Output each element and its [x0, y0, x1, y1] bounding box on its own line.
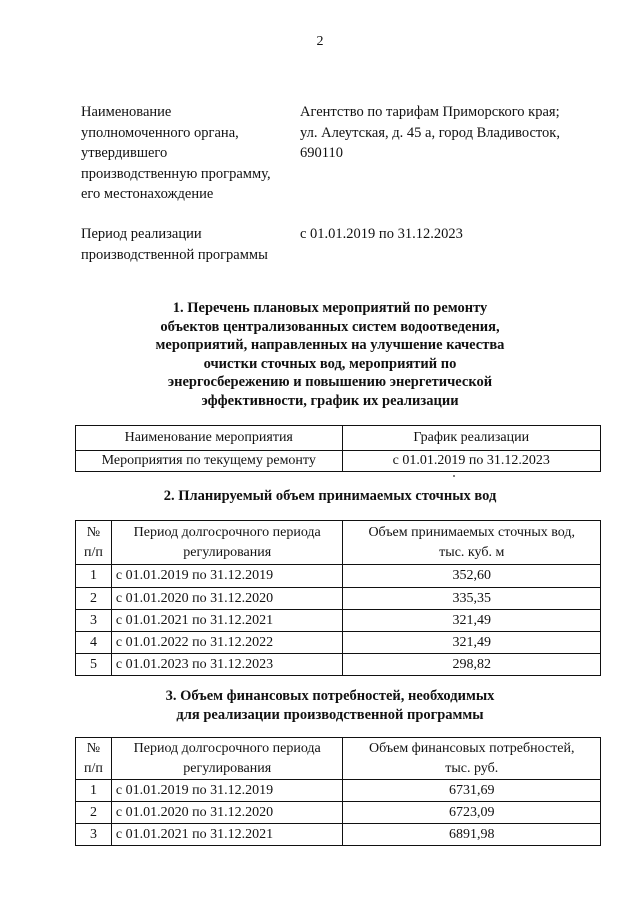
financial-needs-table: [75, 737, 601, 846]
table-header-row: [76, 521, 601, 565]
measures-table: [75, 425, 601, 472]
scan-dot: [453, 475, 455, 477]
wastewater-volume-table: [75, 520, 601, 676]
authority-label: Наименование уполномоченного органа, утвердившего производственную программу, его местонахождение: [81, 104, 271, 202]
schedule-cell: с 01.01.2019 по 31.12.2023: [342, 451, 601, 472]
table-row: [76, 451, 601, 472]
column-header-period: Период долгосрочного периода регулирования: [111, 521, 343, 565]
section3-heading: 3. Объем финансовых потребностей, необходимых для реализации производственной программы: [165, 688, 495, 723]
column-header-amount: Объем финансовых потребностей, тыс. руб.: [343, 738, 601, 780]
table-row: 2 с 01.01.2020 по 31.12.2020 6723,09: [76, 802, 601, 824]
column-header: График реализации: [342, 426, 601, 451]
column-header-volume: Объем принимаемых сточных вод, тыс. куб. м: [343, 521, 601, 565]
column-header: Наименование мероприятия: [76, 426, 343, 451]
column-header-number: № п/п: [76, 521, 112, 565]
table-row: 1 с 01.01.2019 по 31.12.2019 352,60: [76, 565, 601, 588]
period-label: Период реализации производственной программы: [81, 226, 268, 263]
table-row: 2 с 01.01.2020 по 31.12.2020 335,35: [76, 588, 601, 610]
measure-name-cell: Мероприятия по текущему ремонту: [76, 451, 343, 472]
period-value: с 01.01.2019 по 31.12.2023: [300, 226, 463, 242]
section1-heading: 1. Перечень плановых мероприятий по ремонту объектов централизованных систем водоотведения, мероприятий, направленных на улучшение качества очистки сточных вод, мероприятий по энергосбережению и повышению энергетической эффективности, график их реализации: [155, 300, 505, 409]
column-header-period: Период долгосрочного периода регулирования: [111, 738, 343, 780]
section2-heading: 2. Планируемый объем принимаемых сточных вод: [163, 488, 497, 504]
table-header-row: [76, 738, 601, 780]
table-row: 5 с 01.01.2023 по 31.12.2023 298,82: [76, 654, 601, 676]
table-row: 1 с 01.01.2019 по 31.12.2019 6731,69: [76, 780, 601, 802]
column-header-number: № п/п: [76, 738, 112, 780]
table-row: 3 с 01.01.2021 по 31.12.2021 6891,98: [76, 824, 601, 846]
page-number: 2: [316, 34, 324, 49]
table-row: 4 с 01.01.2022 по 31.12.2022 321,49: [76, 632, 601, 654]
table-header-row: [76, 426, 601, 451]
table-row: 3 с 01.01.2021 по 31.12.2021 321,49: [76, 610, 601, 632]
authority-value: Агентство по тарифам Приморского края; ул. Алеутская, д. 45 а, город Владивосток, 690110: [300, 104, 560, 161]
